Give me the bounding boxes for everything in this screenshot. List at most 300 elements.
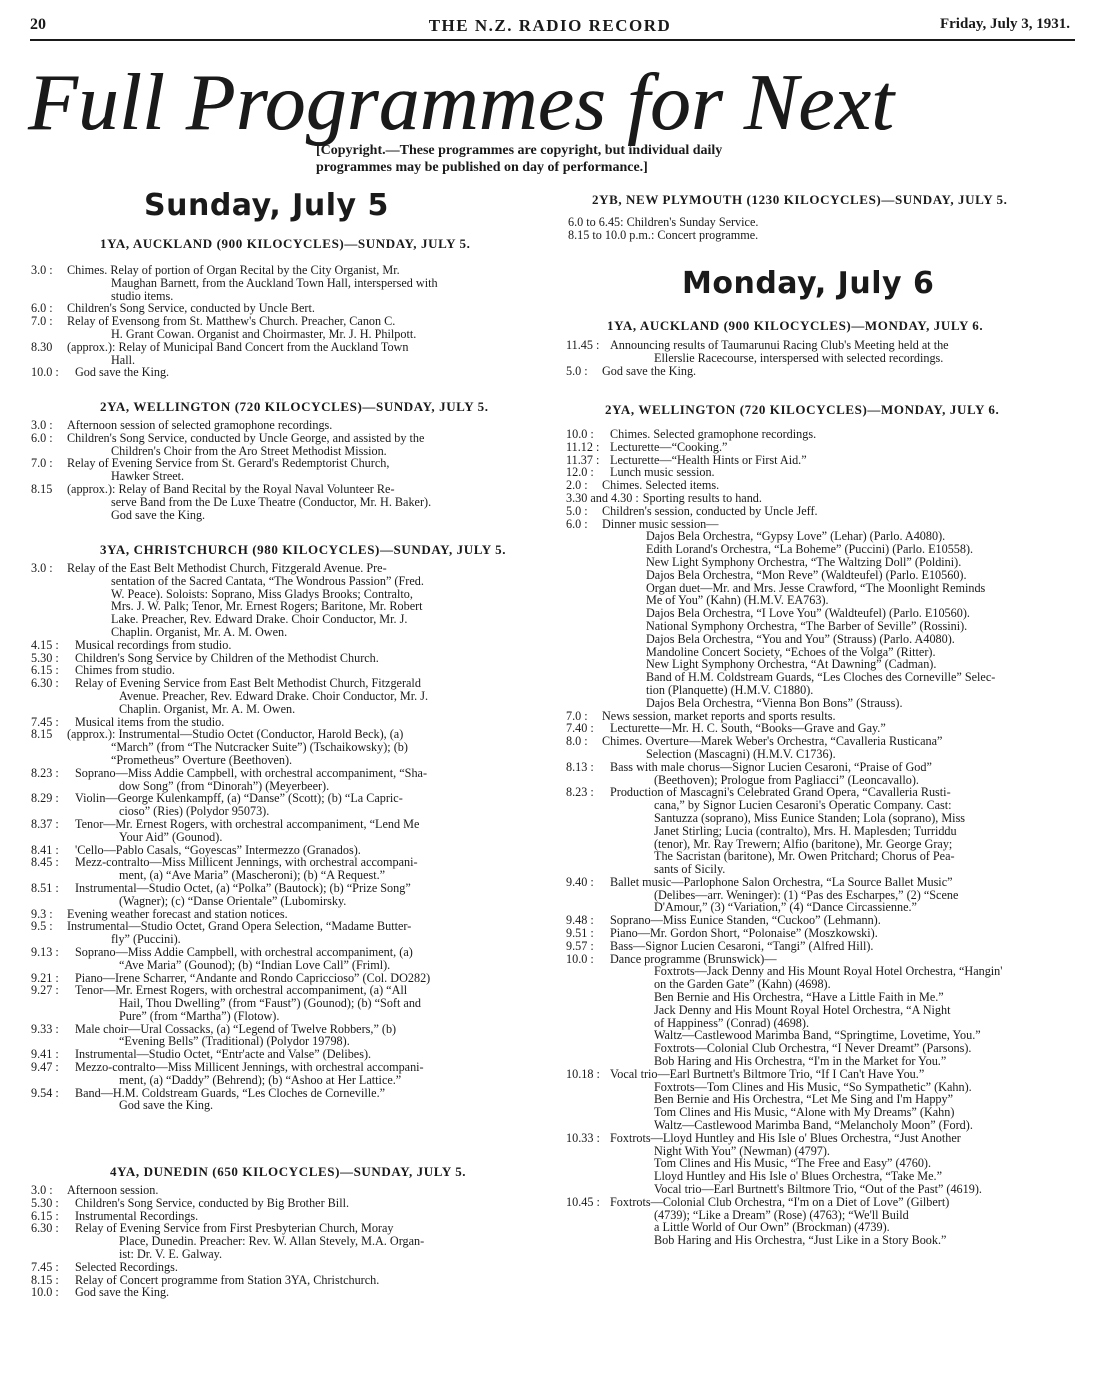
entry-time: 3.0 :: [31, 561, 53, 575]
entry-line: Children's Song Service, conducted by Uncle Bert.: [67, 301, 315, 316]
entry-time: 10.33 :: [566, 1130, 600, 1145]
entry-line: Dajos Bela Orchestra, “Vienna Bon Bons” (Strauss).: [646, 695, 903, 710]
entry-time: 5.30 :: [31, 650, 59, 665]
programme-entry: [566, 505, 1074, 518]
entry-line: Foxtrots—Jack Denny and His Mount Royal Hotel Orchestra, “Hangin': [654, 964, 1003, 979]
entry-time: 10.0 :: [31, 1285, 59, 1300]
station-heading-4ya-sunday: 4YA, DUNEDIN (650 KILOCYCLES)—SUNDAY, JULY 5.: [110, 1164, 467, 1179]
entry-text: [67, 483, 553, 521]
programme-entry: [31, 920, 553, 946]
entry-line: (Wagner); (c) “Danse Orientale” (Lubomirsky.: [119, 893, 347, 908]
entry-line: Waltz—Castlewood Marimba Band, “Melancholy Moon” (Ford).: [654, 1118, 973, 1133]
programme-entry: [566, 441, 1074, 454]
programme-entry: [566, 492, 1074, 505]
entry-line: Foxtrots—Colonial Club Orchestra, “I Never Dreamt” (Parsons).: [654, 1041, 972, 1056]
entry-text: [75, 792, 553, 818]
programme-entry: [31, 419, 553, 432]
entry-line: Children's Song Service, conducted by Big Brother Bill.: [75, 1195, 350, 1210]
programme-entry: [31, 767, 553, 793]
entry-line: Me of You” (Kahn) (H.M.V. EA763).: [646, 593, 829, 608]
entry-line: serve Band from the De Luxe Theatre (Conductor, Mr. H. Baker).: [111, 494, 432, 509]
entry-line: Maughan Barnett, from the Auckland Town Hall, interspersed with: [111, 275, 438, 290]
entry-line: Lecturette—Mr. H. C. South, “Books—Grave and Gay.”: [610, 721, 886, 736]
entry-text: [75, 818, 553, 844]
station-programme-1ya-sunday: [31, 264, 553, 379]
entry-line: 'Cello—Pablo Casals, “Goyescas” Intermezzo (Granados).: [75, 842, 361, 857]
entry-time: 3.0 :: [31, 263, 53, 277]
issue-date: Friday, July 3, 1931.: [939, 16, 1070, 32]
entry-text: [75, 1286, 553, 1299]
station-heading-3ya-sunday: 3YA, CHRISTCHURCH (980 KILOCYCLES)—SUNDAY, JULY 5.: [100, 542, 507, 557]
entry-time: 9.51 :: [566, 926, 594, 941]
entry-line: Foxtrots—Tom Clines and His Music, “So Sympathetic” (Kahn).: [654, 1079, 972, 1094]
entry-text: [610, 761, 1074, 787]
programme-entry: [566, 339, 1074, 365]
programme-entry: [31, 1222, 553, 1260]
programme-entry: [31, 856, 553, 882]
entry-line: Relay of Evening Service from First Presbyterian Church, Moray: [75, 1221, 394, 1236]
entry-text: [75, 1061, 553, 1087]
programme-entry: [566, 1196, 1074, 1247]
entry-text: [67, 920, 553, 946]
entry-line: Your Aid” (Gounod).: [119, 829, 223, 844]
entry-time: 5.0 :: [566, 503, 588, 518]
page-number: 20: [30, 16, 46, 33]
entry-line: Lloyd Huntley and His Isle o' Blues Orchestra, “Take Me.”: [654, 1169, 943, 1184]
header-rule: [30, 39, 1075, 41]
entry-line: Instrumental—Studio Octet, (a) “Polka” (Bautock); (b) “Prize Song”: [75, 880, 411, 895]
programme-entry: [31, 1197, 553, 1210]
entry-time: 6.0 :: [566, 516, 588, 531]
entry-text: [602, 365, 1074, 378]
entry-line: Relay of Evensong from St. Matthew's Church. Preacher, Canon C.: [67, 314, 396, 329]
programme-entry: [31, 264, 553, 302]
entry-text: [75, 677, 553, 715]
entry-time: 7.0 :: [566, 708, 588, 723]
entry-line: New Light Symphony Orchestra, “The Waltzing Doll” (Poldini).: [646, 554, 962, 569]
entry-text: [602, 735, 1074, 761]
entry-line: Bass with male chorus—Signor Lucien Cesaroni, “Praise of God”: [610, 759, 932, 774]
entry-time: 5.0 :: [566, 363, 588, 378]
entry-line: Dance programme (Brunswick)—: [610, 951, 777, 966]
entry-line: (approx.): Relay of Band Recital by the Royal Naval Volunteer Re-: [67, 481, 395, 496]
entry-time: 9.33 :: [31, 1021, 59, 1036]
programme-entry: [566, 735, 1074, 761]
entry-line: Soprano—Miss Eunice Standen, “Cuckoo” (Lehmann).: [610, 913, 881, 928]
entry-text: [67, 341, 553, 367]
entry-line: a Little World of Our Own” (Brockman) (4739).: [654, 1220, 890, 1235]
entry-text: [75, 946, 553, 972]
entry-line: Avenue. Preacher, Rev. Edward Drake. Choir Conductor, Mr. J.: [119, 688, 429, 703]
entry-line: Production of Mascagni's Celebrated Grand Opera, “Cavalleria Rusti-: [610, 785, 951, 800]
entry-line: Evening weather forecast and station notices.: [67, 906, 288, 921]
entry-text: [75, 1023, 553, 1049]
entry-time: 8.37 :: [31, 816, 59, 831]
entry-line: H. Grant Cowan. Organist and Choirmaster, Mr. J. H. Philpott.: [111, 326, 417, 341]
entry-line: Hail, Thou Dwelling” (from “Faust”) (Gounod); (b) “Soft and: [119, 996, 422, 1011]
entry-line: “Prometheus” Overture (Beethoven).: [111, 752, 293, 767]
entry-line: Chimes. Overture—Marek Weber's Orchestra, “Cavalleria Rusticana”: [602, 734, 943, 749]
programme-entry: [566, 1132, 1074, 1196]
entry-line: Night With You” (Newman) (4797).: [654, 1143, 830, 1158]
entry-text: [67, 419, 553, 432]
entry-line: tion (Planquette) (H.M.V. C1880).: [646, 682, 814, 697]
entry-line: Afternoon session.: [67, 1183, 159, 1197]
entry-time: 10.0 :: [566, 427, 594, 441]
station-heading-1ya-monday: 1YA, AUCKLAND (900 KILOCYCLES)—MONDAY, JULY 6.: [607, 318, 984, 333]
station-programme-1ya-monday: [566, 339, 1074, 377]
entry-time: 7.40 :: [566, 721, 594, 736]
entry-line: Bob Haring and His Orchestra, “Just Like in a Story Book.”: [654, 1233, 947, 1248]
entry-line: cana,” by Signor Lucien Cesaroni's Operatic Company. Cast:: [654, 798, 952, 813]
entry-text: [67, 562, 553, 639]
entry-line: Chimes. Selected items.: [602, 478, 720, 493]
entry-time: 3.0 :: [31, 418, 53, 432]
entry-text: [67, 315, 553, 341]
entry-line: Announcing results of Taumarunui Racing Club's Meeting held at the: [610, 338, 949, 352]
entry-time: 7.45 :: [31, 714, 59, 729]
entry-line: Children's Choir from the Aro Street Methodist Mission.: [111, 443, 387, 458]
entry-time: 10.0 :: [566, 951, 594, 966]
entry-line: Chimes from studio.: [75, 663, 175, 678]
entry-line: Soprano—Miss Addie Campbell, with orchestral accompaniment, (a): [75, 944, 413, 959]
entry-time: 12.0 :: [566, 465, 594, 480]
entry-line: Afternoon session of selected gramophone recordings.: [67, 418, 333, 432]
entry-line: Foxtrots—Lloyd Huntley and His Isle o' Blues Orchestra, “Just Another: [610, 1130, 961, 1145]
entry-time: 6.0 :: [31, 430, 53, 445]
programme-entry: [31, 341, 553, 367]
entry-line: God save the King.: [75, 365, 170, 380]
entry-time: 9.40 :: [566, 874, 594, 889]
entry-line: Children's session, conducted by Uncle Jeff.: [602, 503, 818, 518]
entry-line: Lunch music session.: [610, 465, 715, 480]
station-heading-1ya-sunday: 1YA, AUCKLAND (900 KILOCYCLES)—SUNDAY, JULY 5.: [100, 236, 471, 251]
entry-time: 11.12 :: [566, 439, 600, 454]
programme-entry: [31, 1023, 553, 1049]
programme-entry: [31, 562, 553, 639]
entry-time: 11.37 :: [566, 452, 600, 467]
programme-entry: [31, 639, 553, 652]
entry-line: Dajos Bela Orchestra, “Gypsy Love” (Lehar) (Parlo. A4080).: [646, 529, 946, 544]
entry-time: 8.15: [31, 727, 53, 742]
entry-text: [67, 728, 553, 766]
entry-time: 8.0 :: [566, 734, 588, 749]
programme-entry: [31, 882, 553, 908]
entry-line: Chaplin. Organist, Mr. A. M. Owen.: [119, 701, 296, 716]
programme-line: 6.0 to 6.45: Children's Sunday Service.: [568, 215, 759, 229]
masthead: THE N.Z. RADIO RECORD: [428, 16, 672, 35]
entry-time: 9.21 :: [31, 970, 59, 985]
entry-line: (approx.): Relay of Municipal Band Concert from the Auckland Town: [67, 339, 409, 354]
entry-line: God save the King.: [111, 507, 206, 522]
station-programme-2ya-monday: [566, 428, 1074, 1247]
entry-text: [67, 432, 553, 458]
entry-time: 8.51 :: [31, 880, 59, 895]
entry-line: God save the King.: [119, 1098, 214, 1113]
entry-line: National Symphony Orchestra, “The Barber of Seville” (Rossini).: [646, 618, 968, 633]
entry-line: fly” (Puccini).: [111, 932, 181, 947]
entry-line: God save the King.: [602, 363, 697, 378]
entry-line: Piano—Irene Scharrer, “Andante and Rondo Capriccioso” (Col. DO282): [75, 970, 431, 985]
entry-text: [610, 1068, 1074, 1132]
entry-line: Relay of Evening Service from East Belt Methodist Church, Fitzgerald: [75, 676, 421, 691]
entry-text: [610, 1196, 1074, 1247]
programme-entry: [566, 927, 1074, 940]
entry-line: God save the King.: [75, 1285, 170, 1300]
programme-entry: [566, 953, 1074, 1068]
programme-entry: [31, 1061, 553, 1087]
entry-line: Piano—Mr. Gordon Short, “Polonaise” (Moszkowski).: [610, 926, 878, 941]
entry-line: “Evening Bells” (Traditional) (Polydor 19798).: [119, 1034, 350, 1049]
page-header: [30, 14, 1070, 40]
entry-line: ment, (a) “Ave Maria” (Mascheroni); (b) “A Request.”: [119, 868, 386, 883]
entry-line: Mezz-contralto—Miss Millicent Jennings, with orchestral accompani-: [75, 855, 418, 870]
entry-time: 8.29 :: [31, 791, 59, 806]
sunday-heading: Sunday, July 5: [144, 188, 389, 223]
entry-text: [610, 927, 1074, 940]
entry-line: Instrumental—Studio Octet, “Entr'acte and Valse” (Delibes).: [75, 1047, 372, 1062]
entry-line: (approx.): Instrumental—Studio Octet (Conductor, Harold Beck), (a): [67, 727, 404, 742]
entry-line: (tenor), Mr. Ray Trewern; Alfio (baritone), Mr. George Gray;: [654, 836, 953, 851]
entry-line: Mandoline Concert Society, “Echoes of the Volga” (Ritter).: [646, 644, 936, 659]
entry-line: Musical items from the studio.: [75, 714, 225, 729]
entry-text: [75, 1087, 553, 1113]
entry-line: D'Amour,” (3) “Variation,” (4) “Dance Circassienne.”: [654, 900, 917, 915]
entry-line: studio items.: [111, 288, 174, 303]
entry-time: 8.13 :: [566, 759, 594, 774]
entry-text: [75, 639, 553, 652]
entry-time: 9.54 :: [31, 1085, 59, 1100]
entry-time: 9.48 :: [566, 913, 594, 928]
entry-time: 5.30 :: [31, 1195, 59, 1210]
programme-entry: [31, 1261, 553, 1274]
entry-time: 9.5 :: [31, 919, 53, 934]
entry-time: 6.15 :: [31, 663, 59, 678]
entry-time: 9.3 :: [31, 906, 53, 921]
entry-text: [610, 786, 1074, 876]
programme-entry: [31, 984, 553, 1022]
entry-line: Chimes. Selected gramophone recordings.: [610, 427, 817, 441]
entry-time: 7.45 :: [31, 1259, 59, 1274]
entry-line: New Light Symphony Orchestra, “At Dawning” (Cadman).: [646, 657, 937, 672]
entry-line: (Delibes—arr. Weninger): (1) “Pas des Escharpes,” (2) “Scene: [654, 887, 959, 902]
entry-time: 10.0 :: [31, 365, 59, 380]
entry-text: [75, 1197, 553, 1210]
entry-line: Lecturette—“Health Hints or First Aid.”: [610, 452, 807, 467]
page-title: Full Programmes for Next: [28, 57, 895, 147]
programme-entry: [31, 457, 553, 483]
entry-time: 10.45 :: [566, 1194, 600, 1209]
entry-line: Organ duet—Mr. and Mrs. Jesse Crawford, “The Moonlight Reminds: [646, 580, 986, 595]
entry-time: 6.0 :: [31, 301, 53, 316]
programme-entry: [566, 876, 1074, 914]
entry-line: Janet Stirling; Lucia (contralto), Mrs. H. Maplesden; Turriddu: [654, 823, 957, 838]
entry-line: Violin—George Kulenkampff, (a) “Danse” (Scott); (b) “La Capric-: [75, 791, 403, 806]
programme-entry: [566, 518, 1074, 710]
entry-text: [643, 492, 1074, 505]
entry-text: [75, 1222, 553, 1260]
programme-line: 8.15 to 10.0 p.m.: Concert programme.: [568, 227, 759, 242]
entry-line: Foxtrots—Colonial Club Orchestra, “I'm on a Diet of Love” (Gilbert): [610, 1194, 950, 1209]
entry-text: [610, 876, 1074, 914]
entry-line: Dinner music session—: [602, 516, 719, 531]
entry-line: Tom Clines and His Music, “The Free and Easy” (4760).: [654, 1156, 932, 1171]
entry-line: Santuzza (soprano), Miss Eunice Standen; Lola (soprano), Miss: [654, 810, 966, 825]
entry-text: [610, 339, 1074, 365]
entry-line: Relay of the East Belt Methodist Church, Fitzgerald Avenue. Pre-: [67, 561, 387, 575]
entry-line: Tenor—Mr. Ernest Rogers, with orchestral accompaniment, “Lend Me: [75, 816, 420, 831]
programme-entry: [566, 428, 1074, 441]
programme-entry: [31, 677, 553, 715]
entry-line: “March” (from “The Nutcracker Suite”) (Tschaikowsky); (b): [111, 740, 408, 755]
entry-time: 8.23 :: [31, 765, 59, 780]
entry-line: Soprano—Miss Addie Campbell, with orchestral accompaniment, “Sha-: [75, 765, 428, 780]
station-programme-2ya-sunday: [31, 419, 553, 521]
entry-line: Edith Lorand's Orchestra, “La Boheme” (Puccini) (Parlo. E10558).: [646, 542, 974, 557]
entry-time: 8.23 :: [566, 785, 594, 800]
entry-time: 9.13 :: [31, 944, 59, 959]
entry-line: Tenor—Mr. Ernest Rogers, with orchestral accompaniment, (a) “All: [75, 983, 408, 998]
entry-text: [610, 953, 1074, 1068]
station-programme-3ya-sunday: [31, 562, 553, 1112]
entry-text: [75, 984, 553, 1022]
entry-line: Lake. Preacher, Rev. Edward Drake. Choir Conductor, Mr. J.: [111, 612, 408, 627]
programme-entry: [31, 818, 553, 844]
entry-text: [75, 856, 553, 882]
entry-line: (Beethoven); Prologue from Pagliacci” (Leoncavallo).: [654, 772, 919, 787]
entry-text: [67, 457, 553, 483]
entry-line: Male choir—Ural Cossacks, (a) “Legend of Twelve Robbers,” (b): [75, 1021, 397, 1036]
entry-text: [75, 1261, 553, 1274]
entry-line: Mrs. J. W. Palk; Tenor, Mr. Ernest Rogers; Baritone, Mr. Robert: [111, 599, 423, 614]
entry-line: ment, (a) “Daddy” (Behrend); (b) “Ashoo at Her Lattice.”: [119, 1072, 402, 1087]
entry-line: Chaplin. Organist, Mr. A. M. Owen.: [111, 624, 288, 639]
entry-text: [75, 366, 553, 379]
programme-entry: [31, 315, 553, 341]
entry-line: “Ave Maria” (Gounod); (b) “Indian Love Call” (Friml).: [119, 957, 391, 972]
entry-line: Ben Bernie and His Orchestra, “Let Me Sing and I'm Happy”: [654, 1092, 954, 1107]
programme-entry: [566, 786, 1074, 876]
programme-entry: [31, 728, 553, 766]
entry-text: [610, 428, 1074, 441]
entry-line: Chimes. Relay of portion of Organ Recital by the City Organist, Mr.: [67, 263, 400, 277]
entry-time: 8.45 :: [31, 855, 59, 870]
entry-line: Selected Recordings.: [75, 1259, 178, 1274]
entry-time: 3.0 :: [31, 1183, 53, 1197]
entry-line: Sporting results to hand.: [642, 490, 762, 505]
entry-line: Ellerslie Racecourse, interspersed with selected recordings.: [654, 350, 944, 365]
entry-line: Children's Song Service by Children of the Methodist Church.: [75, 650, 379, 665]
entry-time: 7.0 :: [31, 456, 53, 471]
entry-time: 8.41 :: [31, 842, 59, 857]
programme-entry: [31, 366, 553, 379]
entry-line: Lecturette—“Cooking.”: [610, 439, 728, 454]
entry-line: Band—H.M. Coldstream Guards, “Les Cloches de Corneville.”: [75, 1085, 386, 1100]
entry-line: Relay of Evening Service from St. Gerard's Redemptorist Church,: [67, 456, 390, 471]
programme-entry: [31, 432, 553, 458]
programme-entry: [31, 1286, 553, 1299]
entry-time: 11.45 :: [566, 338, 600, 352]
programme-entry: [566, 365, 1074, 378]
entry-line: Instrumental—Studio Octet, Grand Opera Selection, “Madame Butter-: [67, 919, 412, 934]
entry-line: Musical recordings from studio.: [75, 637, 232, 652]
programme-entry: [31, 1087, 553, 1113]
station-heading-2ya-sunday: 2YA, WELLINGTON (720 KILOCYCLES)—SUNDAY, JULY 5.: [100, 399, 489, 414]
entry-line: Dajos Bela Orchestra, “Mon Reve” (Waldteufel) (Parlo. E10560).: [646, 567, 967, 582]
entry-line: dow Song” (from “Dinorah”) (Meyerbeer).: [119, 778, 330, 793]
programme-entry: [31, 483, 553, 521]
entry-line: Vocal trio—Earl Burtnett's Biltmore Trio, “If I Can't Have You.”: [610, 1066, 925, 1081]
entry-line: Dajos Bela Orchestra, “I Love You” (Waldteufel) (Parlo. E10560).: [646, 606, 970, 621]
entry-line: Hawker Street.: [111, 469, 185, 484]
entry-line: of Happiness” (Conrad) (4698).: [654, 1015, 810, 1030]
programme-entry: [31, 792, 553, 818]
entry-text: [75, 767, 553, 793]
entry-line: Relay of Concert programme from Station 3YA, Christchurch.: [75, 1272, 380, 1287]
station-heading-2yb-sunday: 2YB, NEW PLYMOUTH (1230 KILOCYCLES)—SUNDAY, JULY 5.: [592, 192, 1008, 207]
programme-entry: [31, 946, 553, 972]
entry-line: Selection (Mascagni) (H.M.V. C1736).: [646, 746, 836, 761]
programme-entry: [566, 940, 1074, 953]
entry-time: 6.30 :: [31, 1221, 59, 1236]
entry-line: Ballet music—Parlophone Salon Orchestra, “La Source Ballet Music”: [610, 874, 953, 889]
entry-line: ist: Dr. V. E. Galway.: [119, 1246, 223, 1261]
entry-line: News session, market reports and sports results.: [602, 708, 836, 723]
entry-time: 9.27 :: [31, 983, 59, 998]
entry-line: Dajos Bela Orchestra, “You and You” (Strauss) (Parlo. A4080).: [646, 631, 955, 646]
entry-text: [610, 441, 1074, 454]
monday-heading: Monday, July 6: [682, 266, 935, 301]
entry-line: Children's Song Service, conducted by Uncle George, and assisted by the: [67, 430, 425, 445]
entry-time: 9.57 :: [566, 938, 594, 953]
entry-line: Waltz—Castlewood Marimba Band, “Springtime, Lovetime, You.”: [654, 1028, 981, 1043]
entry-line: Pure” (from “Martha”) (Flotow).: [119, 1008, 280, 1023]
programme-entry: [31, 1184, 553, 1197]
entry-time: 3.30 and 4.30 :: [566, 490, 639, 505]
entry-text: [67, 1184, 553, 1197]
entry-text: [610, 1132, 1074, 1196]
entry-text: [602, 505, 1074, 518]
entry-line: on the Garden Gate” (Kahn) (4698).: [654, 977, 831, 992]
entry-line: Vocal trio—Earl Burtnett's Biltmore Trio, “Out of the Past” (4619).: [654, 1182, 982, 1197]
entry-line: Instrumental Recordings.: [75, 1208, 199, 1223]
entry-line: (4739); “Like a Dream” (Rose) (4763); “We'll Build: [654, 1207, 909, 1222]
entry-line: Hall.: [111, 352, 136, 367]
entry-time: 9.41 :: [31, 1047, 59, 1062]
entry-line: Band of H.M. Coldstream Guards, “Les Cloches des Corneville” Selec-: [646, 670, 996, 685]
entry-line: Bob Haring and His Orchestra, “I'm in the Market for You.”: [654, 1054, 947, 1069]
entry-time: 8.15: [31, 481, 53, 496]
entry-time: 9.47 :: [31, 1060, 59, 1075]
station-programme-4ya-sunday: [31, 1184, 553, 1299]
programme-entry: [566, 1068, 1074, 1132]
entry-line: Mezzo-contralto—Miss Millicent Jennings, with orchestral accompani-: [75, 1060, 424, 1075]
station-heading-2ya-monday: 2YA, WELLINGTON (720 KILOCYCLES)—MONDAY, JULY 6.: [605, 402, 1000, 417]
entry-line: Ben Bernie and His Orchestra, “Have a Little Faith in Me.”: [654, 990, 944, 1005]
entry-line: Place, Dunedin. Preacher: Rev. W. Allan Stevely, M.A. Organ-: [119, 1234, 425, 1249]
programme-entry: [566, 761, 1074, 787]
entry-line: sants of Sicily.: [654, 862, 726, 877]
entry-time: 8.15 :: [31, 1272, 59, 1287]
station-programme-2yb-sunday: [568, 216, 1073, 242]
entry-line: W. Peace). Soloists: Soprano, Miss Gladys Brooks; Contralto,: [111, 586, 413, 601]
entry-time: 7.0 :: [31, 314, 53, 329]
entry-line: The Sacristan (baritone), Mr. Owen Pritchard; Chorus of Pea-: [654, 849, 955, 864]
entry-line: sentation of the Sacred Cantata, “The Wondrous Passion” (Fred.: [111, 573, 424, 588]
entry-time: 6.15 :: [31, 1208, 59, 1223]
entry-time: 6.30 :: [31, 676, 59, 691]
entry-line: Jack Denny and His Mount Royal Hotel Orchestra, “A Night: [654, 1002, 951, 1017]
